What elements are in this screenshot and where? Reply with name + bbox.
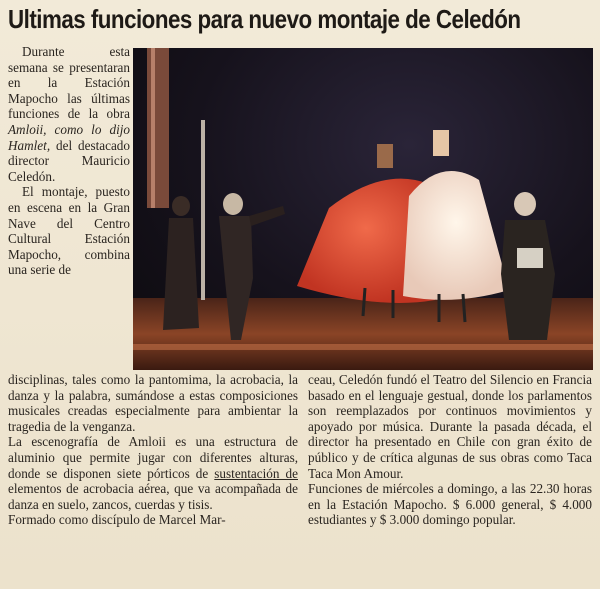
paragraph-montaje: El montaje, puesto en escena en la Gran Nave del Centro Cultural Estación Mapocho, combina una serie de bbox=[8, 184, 130, 278]
paragraph-teatro-silencio: ceau, Celedón fundó el Teatro del Silencio en Francia basado en el lenguaje gestual, donde los parlamentos son reemplazados por continuos movimientos y apoyado por música. Durante la pasada década, el director ha presentado en Chile con gran éxito de público y de crítica algunas de sus obras como Taca Taca Mon Amour. bbox=[308, 372, 592, 481]
curtain-column bbox=[147, 48, 169, 208]
paragraph-disciplinas: disciplinas, tales como la pantomima, la acrobacia, la danza y la palabra, sumándose a estas composiciones musicales creadas especialmente para ambientar la tragedia de la venganza. bbox=[8, 372, 298, 434]
paragraph-formado: Formado como discípulo de Marcel Mar- bbox=[8, 512, 226, 528]
pole bbox=[201, 120, 205, 300]
stage-photo-illustration bbox=[133, 48, 593, 370]
body-column-right bbox=[308, 372, 592, 528]
white-costume-figure bbox=[403, 130, 509, 322]
play-title: Amloii, como lo dijo Hamlet, bbox=[8, 121, 130, 153]
actor-left bbox=[163, 196, 199, 330]
stage-photo bbox=[133, 48, 593, 370]
actor-right bbox=[501, 192, 555, 340]
paragraph-escenografia: La escenografía de Amloii es una estructura de aluminio que permite jugar con diferentes alturas, donde se disponen siete pórticos de sustentación de elementos de acrobacia aérea, que va acompañada de danza en suelo, zancos, cuerdas y tisis. bbox=[8, 434, 298, 512]
body-column-left bbox=[8, 372, 298, 528]
paragraph-funciones: Funciones de miércoles a domingo, a las 22.30 horas en la Estación Mapocho. $ 6.000 general, $ 4.000 estudiantes y $ 3.000 domingo popular. bbox=[308, 481, 592, 528]
paragraph-intro: Durante esta semana se presentaran en la Estación Mapocho las últimas funciones de la obra Amloii, como lo dijo Hamlet, del destacado director Mauricio Celedón. bbox=[8, 44, 130, 184]
headline: Ultimas funciones para nuevo montaje de Celedón bbox=[8, 4, 521, 34]
left-column bbox=[8, 44, 130, 278]
